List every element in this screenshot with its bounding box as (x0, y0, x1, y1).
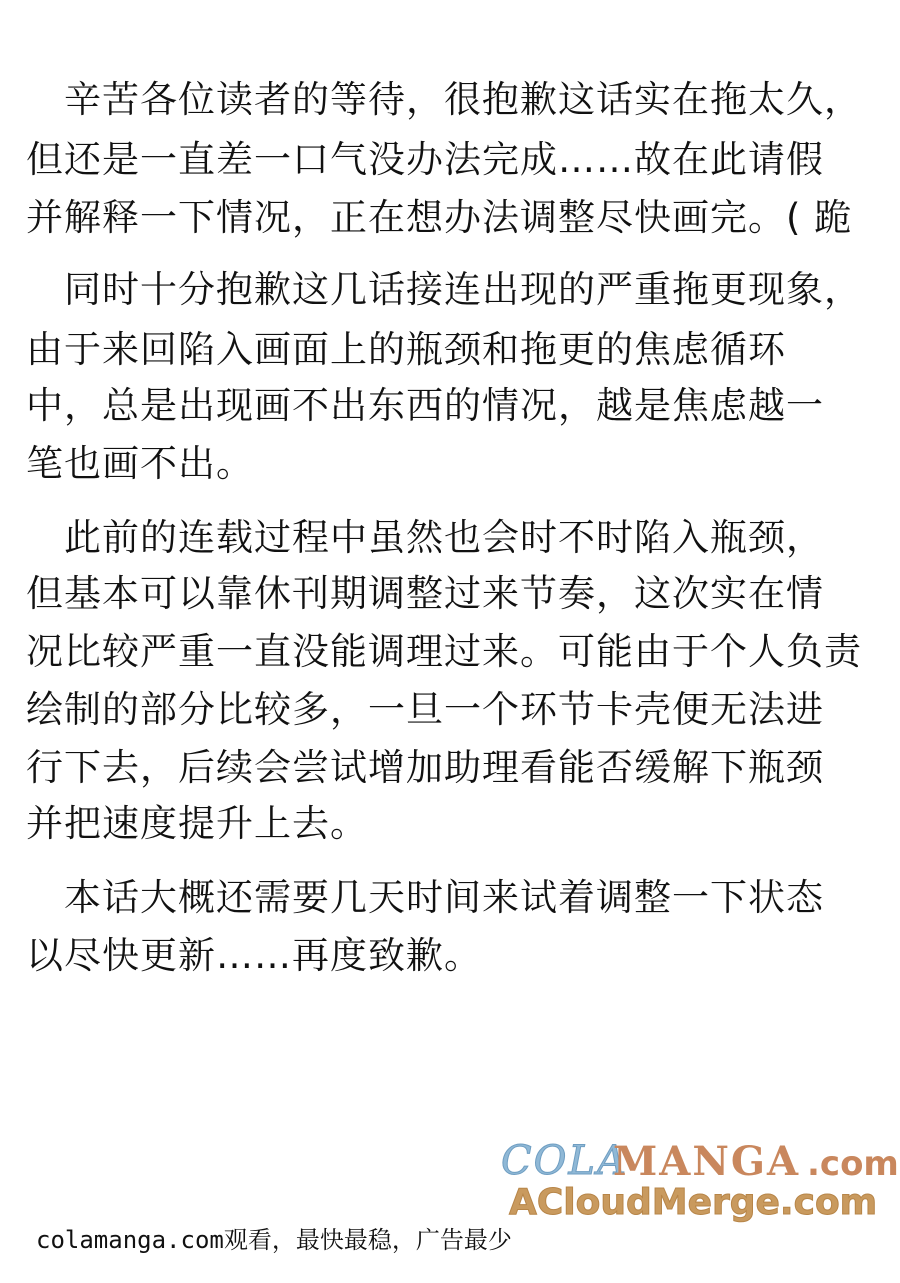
footer-promo-text: colamanga.com观看，最快最稳，广告最少 (36, 1226, 512, 1254)
notice-line: 此前的连载过程中虽然也会时不时陷入瓶颈， (26, 516, 824, 559)
notice-line: 绘制的部分比较多，一旦一个环节卡壳便无法进 (26, 688, 824, 731)
notice-line: 但基本可以靠休刊期调整过来节奏，这次实在情 (26, 572, 824, 615)
watermark-com-text: .com (807, 1144, 899, 1184)
notice-line: 笔也画不出。 (26, 442, 254, 485)
notice-line: 本话大概还需要几天时间来试着调整一下状态 (26, 876, 824, 919)
colamanga-watermark-logo (495, 1138, 899, 1233)
notice-line: 同时十分抱歉这几话接连出现的严重拖更现象， (26, 268, 862, 311)
notice-line: 辛苦各位读者的等待，很抱歉这话实在拖太久， (26, 78, 862, 121)
notice-line: 并把速度提升上去。 (26, 802, 368, 845)
notice-line: 行下去，后续会尝试增加助理看能否缓解下瓶颈 (26, 746, 824, 789)
notice-line: 况比较严重一直没能调理过来。可能由于个人负责 (26, 630, 862, 673)
notice-line: 中，总是出现画不出东西的情况，越是焦虑越一 (26, 384, 824, 427)
notice-line: 但还是一直差一口气没办法完成……故在此请假 (26, 138, 824, 181)
notice-line: 由于来回陷入画面上的瓶颈和拖更的焦虑循环 (26, 328, 786, 371)
watermark-acloudmerge-text: ACloudMerge.com (509, 1182, 878, 1223)
notice-line: 以尽快更新……再度致歉。 (26, 934, 482, 977)
notice-line: 并解释一下情况，正在想办法调整尽快画完。( 跪 (26, 196, 853, 239)
watermark-manga-text: MANGA (613, 1138, 801, 1185)
watermark-cola-text: COLA (501, 1138, 628, 1184)
